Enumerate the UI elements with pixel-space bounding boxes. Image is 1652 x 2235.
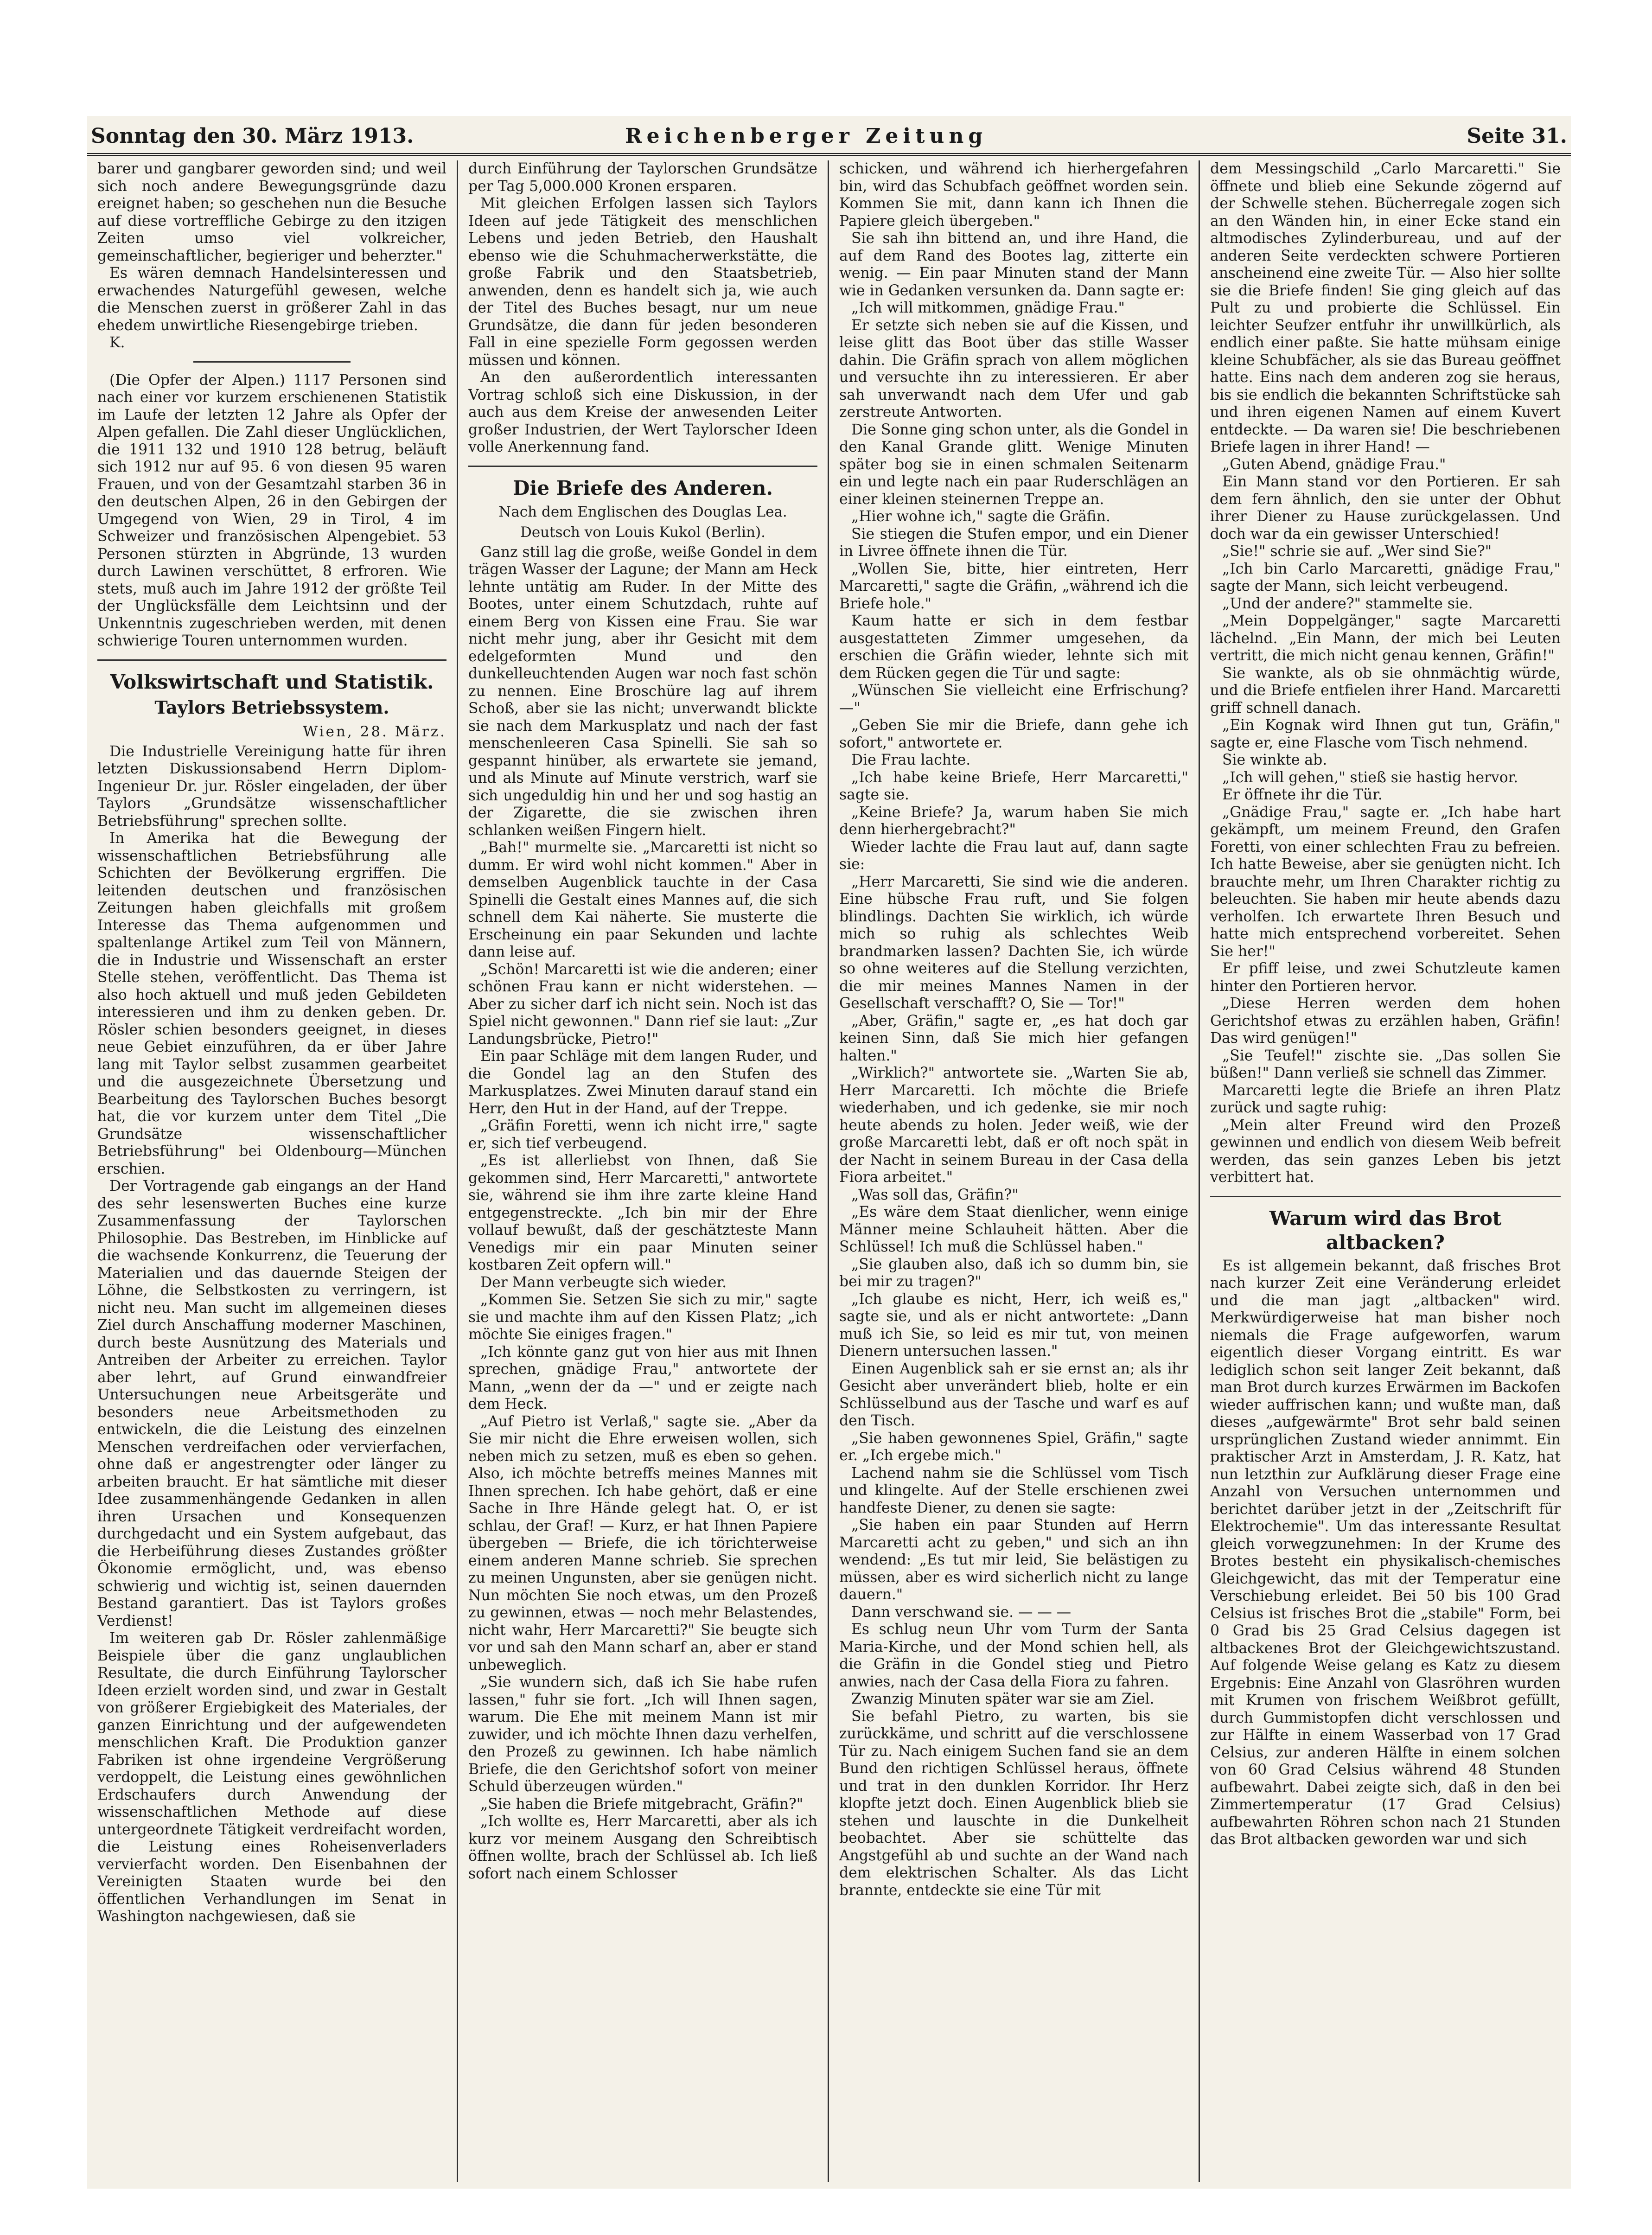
paragraph: Im weiteren gab Dr. Rösler zahlenmäßige Beispiele über die ganz unglaublichen Resultate, die durch Einführung Taylorscher Ideen erzielt worden sind, und zwar in Gestalt von größerer Ergiebigkeit des Materiales, der ganzen Einrichtung und der aufgewendeten menschlichen Kraft. Die Produktion ganzer Fabriken ist ohne irgendeine Vergrößerung verdoppelt, die Leistung eines gewöhnlichen Erdschaufers durch Anwendung der wissenschaftlichen Methode auf diese untergeordnete Tätigkeit verdreifacht worden, die Leistung eines Roheisenverladers vervierfacht worden. Den Eisenbahnen der Vereinigten Staaten wurde bei den öffentlichen Verhandlungen im Senat in Washington nachgewiesen, daß sie bbox=[97, 1630, 446, 1925]
author-signature: K. bbox=[109, 334, 125, 351]
paragraph: Ein Mann stand vor den Portieren. Er sah dem fern ähnlich, den sie unter der Obhut ihrer Diener zu Hause zurückgelassen. Und doch war da ein gewisser Unterschied! bbox=[1210, 473, 1561, 543]
paragraph: Es schlug neun Uhr vom Turm der Santa Maria-Kirche, und der Mond schien hell, als die Gräfin in die Gondel stieg und Pietro anwies, nach der Casa della Fiora zu fahren. bbox=[839, 1621, 1188, 1690]
paragraph: „Keine Briefe? Ja, warum haben Sie mich denn hierhergebracht?" bbox=[839, 804, 1188, 838]
paragraph: „Gräfin Foretti, wenn ich nicht irre," sagte er, sich tief verbeugend. bbox=[468, 1118, 817, 1152]
newspaper-title: Reichenberger Zeitung bbox=[625, 124, 988, 148]
paragraph: „Mein Doppelgänger," sagte Marcaretti lächelnd. „Ein Mann, der mich bei Leuten vertritt, die mich nicht genau kennen, Gräfin!" bbox=[1210, 613, 1561, 664]
paragraph: An den außerordentlich interessanten Vortrag schloß sich eine Diskussion, in der auch aus dem Kreise der anwesenden Leiter großer Industrien, der Wert Taylorscher Ideen volle Anerkennung fand. bbox=[468, 369, 817, 455]
paragraph: „Ich will mitkommen, gnädige Frau." bbox=[851, 300, 1125, 316]
paragraph: „Guten Abend, gnädige Frau." bbox=[1222, 456, 1446, 473]
dateline: Wien, 28. März. bbox=[303, 723, 446, 740]
paragraph: Er setzte sich neben sie auf die Kissen, und leise glitt das Boot über das stille Wasser dahin. Die Gräfin sprach von allem möglichen und versuchte ihn zu interessieren. Er aber sah unverwandt nach dem Ufer und gab zerstreute Antworten. bbox=[839, 317, 1188, 421]
paragraph: „Ich will gehen," stieß sie hastig hervor. bbox=[1222, 769, 1518, 786]
paragraph: Sie winkte ab. bbox=[1222, 752, 1327, 768]
columns bbox=[87, 160, 1571, 2182]
page-number: Seite 31. bbox=[1467, 124, 1567, 148]
paragraph: Die Sonne ging schon unter, als die Gondel in den Kanal Grande glitt. Wenige Minuten später bog sie in einen schmalen Seitenarm ein und legte nach ein paar Ruderschlägen an einer kleinen steinernen Treppe an. bbox=[839, 421, 1188, 508]
paragraph: Ein paar Schläge mit dem langen Ruder, und die Gondel lag an den Stufen des Markusplatzes. Zwei Minuten darauf stand ein Herr, den Hut in der Hand, auf der Treppe. bbox=[468, 1048, 817, 1117]
paragraph: „Diese Herren werden dem hohen Gerichtshof etwas zu erzählen haben, Gräfin! Das wird genügen!" bbox=[1210, 995, 1561, 1047]
paragraph: „Sie!" schrie sie auf. „Wer sind Sie?" bbox=[1222, 543, 1492, 560]
paragraph: „Sie haben die Briefe mitgebracht, Gräfin?" bbox=[480, 1795, 804, 1813]
paragraph: „Ich könnte ganz gut von hier aus mit Ihnen sprechen, gnädige Frau," antwortete der Mann, „wenn der da —" und er zeigte nach dem Heck. bbox=[468, 1343, 817, 1412]
byline-translator: Deutsch von Louis Kukol (Berlin). bbox=[520, 524, 766, 541]
paragraph: Sie stiegen die Stufen empor, und ein Diener in Livree öffnete ihnen die Tür. bbox=[839, 525, 1188, 560]
paragraph: Der Vortragende gab eingangs an der Hand des sehr lesenswerten Buches eine kurze Zusammenfassung der Taylorschen Philosophie. Das Bestreben, im Hinblicke auf die wachsende Konkurrenz, die Teuerung der Materialien und das dauernde Steigen der Löhne, die Selbstkosten zu verringern, ist nicht neu. Man sucht im allgemeinen dieses Ziel durch Anschaffung moderner Maschinen, durch beste Ausnützung des Materials und Antreiben der Arbeiter zu erreichen. Taylor aber lehrt, auf Grund einwandfreier Untersuchungen neue Arbeitsgeräte und besonders neue Arbeitsmethoden zu entwickeln, die die Leistung des einzelnen Menschen verdreifachen oder vervierfachen, ohne daß er angestrengter oder länger zu arbeiten braucht. Er hat sämtliche mit dieser Idee zusammenhängende Gedanken in allen ihren Ursachen und Konsequenzen durchgedacht und ein System aufgebaut, das die Herbeiführung dieses Zustandes größter Ökonomie ermöglicht, und, was ebenso schwierig und wichtig ist, seinen dauernden Bestand garantiert. Das ist Taylors großes Verdienst! bbox=[97, 1178, 446, 1629]
paragraph: „Ein Kognak wird Ihnen gut tun, Gräfin," sagte er, eine Flasche vom Tisch nehmend. bbox=[1210, 717, 1561, 751]
newspaper-page bbox=[87, 116, 1571, 2189]
paragraph: „Gnädige Frau," sagte er. „Ich habe hart gekämpft, um meinem Freund, den Grafen Foretti, von einer schlechten Frau zu befreien. Ich hatte Beweise, aber sie genügten nicht. Ich brauchte mehr, um Ihren Charakter richtig zu beleuchten. Sie haben mir heute abends dazu verholfen. Ich erwartete Ihren Besuch und hatte mich entsprechend vorbereitet. Sehen Sie her!" bbox=[1210, 804, 1561, 960]
paragraph: „Hier wohne ich," sagte die Gräfin. bbox=[851, 508, 1110, 525]
paragraph: dem Messingschild „Carlo Marcaretti." Sie öffnete und blieb eine Sekunde zögernd auf der Schwelle stehen. Bücherregale zogen sich an den Wänden hin, in einer Ecke stand ein altmodisches Zylinderbureau, und auf der anderen Seite verdeckten schwere Portieren anscheinend eine zweite Tür. — Also hier sollte sie die Briefe finden! Sie ging gleich auf das Pult zu und probierte die Schlüssel. Ein leichter Seufzer entfuhr ihr unwillkürlich, als endlich einer paßte. Sie hatte mühsam einige kleine Schubfächer, als sie das Bureau geöffnet hatte. Eins nach dem anderen zog sie heraus, bis sie endlich die bekannten Schriftstücke sah und ihren eigenen Namen auf einem Kuvert entdeckte. — Da waren sie! Die beschriebenen Briefe lagen in ihrer Hand! — bbox=[1210, 160, 1561, 455]
paragraph: Einen Augenblick sah er sie ernst an; als ihr Gesicht aber unverändert blieb, holte er ein Schlüsselbund aus der Tasche und warf es auf den Tisch. bbox=[839, 1360, 1188, 1429]
story-title: Die Briefe des Anderen. bbox=[512, 476, 773, 499]
paragraph: Es ist allgemein bekannt, daß frisches Brot nach kurzer Zeit eine Veränderung erleidet und die man jagt „altbacken" wird. Merkwürdigerweise hat man bisher noch niemals die Frage aufgeworfen, warum eigentlich dieser Vorgang eintritt. Es war lediglich schon seit langer Zeit bekannt, daß man Brot durch kurzes Erwärmen im Backofen wieder auffrischen kann; und wußte man, daß dieses „aufgewärmte" Brot sehr bald seinen ursprünglichen Zustand wieder annimmt. Ein praktischer Arzt in Amsterdam, J. R. Katz, hat nun letzthin zur Aufklärung dieser Frage eine Anzahl von Versuchen unternommen und berichtet darüber jetzt in der „Zeitschrift für Elektrochemie". Um das interessante Resultat gleich vorwegzunehmen: In der Krume des Brotes besteht ein physikalisch-chemisches Gleichgewicht, das mit der Temperatur eine Verschiebung erleidet. Bei 50 bis 100 Grad Celsius ist frisches Brot die „stabile" Form, bei 0 Grad bis 25 Grad Celsius dagegen ist altbackenes Brot der Gleichgewichtszustand. Auf folgende Weise gelang es Katz zu diesem Ergebnis: Eine Anzahl von Glasröhren wurden mit Krumen von frischem Weißbrot gefüllt, durch Gummistopfen dicht verschlossen und zur Hälfte in einem Wasserbad von 17 Grad Celsius, zur anderen Hälfte in einem solchen von 60 Grad Celsius während 48 Stunden aufbewahrt. Dabei zeigte sich, daß in den bei Zimmertemperatur (17 Grad Celsius) aufbewahrten Röhren schon nach 21 Stunden das Brot altbacken geworden war und sich bbox=[1210, 1257, 1561, 1848]
paragraph: Kaum hatte er sich in dem festbar ausgestatteten Zimmer umgesehen, da erschien die Gräfin wieder, lehnte sich mit dem Rücken gegen die Tür und sagte: bbox=[839, 613, 1188, 682]
paragraph: „Sie wundern sich, daß ich Sie habe rufen lassen," fuhr sie fort. „Ich will Ihnen sagen, warum. Die Ehe mit meinem Mann ist mir zuwider, und ich möchte Ihnen dazu verhelfen, den Prozeß zu gewinnen. Ich habe nämlich Briefe, die den Gerichtshof sofort von meiner Schuld überzeugen würden." bbox=[468, 1674, 817, 1795]
paragraph: „Sie Teufel!" zischte sie. „Das sollen Sie büßen!" Dann verließ sie schnell das Zimmer. bbox=[1210, 1047, 1561, 1081]
column-4 bbox=[1200, 160, 1571, 2182]
section-heading: Volkswirtschaft und Statistik. bbox=[110, 670, 434, 693]
paragraph: „Es ist allerliebst von Ihnen, daß Sie gekommen sind, Herr Marcaretti," antwortete sie, während sie ihm ihre zarte kleine Hand entgegenstreckte. „Ich bin mir der Ehre vollauf bewußt, daß der geschätzteste Mann Venedigs mir ein paar Minuten seiner kostbaren Zeit opfern will." bbox=[468, 1152, 817, 1273]
paragraph: Der Mann verbeugte sich wieder. bbox=[480, 1274, 727, 1291]
paragraph: „Wollen Sie, bitte, hier eintreten, Herr Marcaretti," sagte die Gräfin, „während ich die Briefe hole." bbox=[839, 560, 1188, 612]
paragraph: durch Einführung der Taylorschen Grundsätze per Tag 5,000.000 Kronen ersparen. bbox=[468, 160, 817, 195]
paragraph: „Mein alter Freund wird den Prozeß gewinnen und endlich von diesem Weib befreit werden, das sein ganzes Leben bis jetzt verbittert hat. bbox=[1210, 1117, 1561, 1186]
paragraph: In Amerika hat die Bewegung der wissenschaftlichen Betriebsführung alle Schichten der Bevölkerung ergriffen. Die leitenden deutschen und französischen Zeitungen haben gleichfalls mit großem Interesse das Thema aufgenommen und spaltenlange Artikel zum Teil von Männern, die in Industrie und Wissenschaft an erster Stelle stehen, veröffentlicht. Das Thema ist also hoch aktuell und muß jeden Gebildeten interessieren und ihm zu denken geben. Dr. Rösler schien besonders geeignet, in dieses neue Gebiet einzuführen, da er über Jahre lang mit Taylor selbst zusammen gearbeitet und die ausgezeichnete Übersetzung und Bearbeitung des Taylorschen Buches besorgt hat, die vor kurzem unter dem Titel „Die Grundsätze wissenschaftlicher Betriebsführung" bei Oldenbourg—München erschien. bbox=[97, 830, 446, 1177]
paragraph: Sie sah ihn bittend an, und ihre Hand, die auf dem Rand des Bootes lag, zitterte ein wenig. — Ein paar Minuten stand der Mann wie in Gedanken versunken da. Dann sagte er: bbox=[839, 230, 1188, 299]
paragraph: „Was soll das, Gräfin?" bbox=[851, 1186, 1019, 1203]
column-1 bbox=[87, 160, 458, 2182]
paragraph: „Schön! Marcaretti ist wie die anderen; einer schönen Frau kann er nicht widerstehen. — Aber zu sicher darf ich nicht sein. Noch ist das Spiel nicht gewonnen." Dann rief sie laut: „Zur Landungsbrücke, Pietro!" bbox=[468, 961, 817, 1047]
paragraph: „Aber, Gräfin," sagte er, „es hat doch gar keinen Sinn, daß Sie mich hier gefangen halten." bbox=[839, 1012, 1188, 1064]
paragraph: „Herr Marcaretti, Sie sind wie die anderen. Eine hübsche Frau ruft, und Sie folgen blindlings. Dachten Sie wirklich, ich würde mich so ruhig als schlechtes Weib brandmarken lassen? Dachten Sie, ich würde so ohne weiteres auf die Stellung verzichten, die mir meines Mannes Namen in der Gesellschaft verschafft? O, Sie — Tor!" bbox=[839, 873, 1188, 1012]
paragraph: barer und gangbarer geworden sind; und weil sich noch andere Bewegungsgründe dazu ereignet haben; so geschehen nun die Besuche auf diese vortreffliche Gebirge zu den itzigen Zeiten umso viel volkreicher, gemeinschaftlicher, begieriger und beherzter." bbox=[97, 160, 446, 264]
paragraph: „Und der andere?" stammelte sie. bbox=[1222, 595, 1473, 612]
paragraph: Dann verschwand sie. — — — bbox=[851, 1603, 1072, 1621]
column-2 bbox=[458, 160, 829, 2182]
paragraph: Wieder lachte die Frau laut auf, dann sagte sie: bbox=[839, 838, 1188, 873]
paragraph: „Bah!" murmelte sie. „Marcaretti ist nicht so dumm. Er wird wohl nicht kommen." Aber in demselben Augenblick tauchte in der Casa Spinelli die Gestalt eines Mannes auf, die sich schnell dem Kai näherte. Sie musterte die Erscheinung ein paar Sekunden und lachte dann leise auf. bbox=[468, 839, 817, 960]
paragraph: Sie wankte, als ob sie ohnmächtig würde, und die Briefe entfielen ihrer Hand. Marcaretti griff schnell danach. bbox=[1210, 664, 1561, 716]
paragraph: „Sie haben ein paar Stunden auf Herrn Marcaretti acht zu geben," und sich an ihn wendend: „Es tut mir leid, Sie belästigen zu müssen, aber es wird sicherlich nicht zu lange dauern." bbox=[839, 1517, 1188, 1603]
column-3 bbox=[829, 160, 1200, 2182]
paragraph: Zwanzig Minuten später war sie am Ziel. bbox=[851, 1691, 1154, 1707]
news-item-alpine-victims: (Die Opfer der Alpen.) 1117 Personen sind nach einer vor kurzem erschienenen Statistik im Laufe der letzten 12 Jahre als Opfer der Alpen gefallen. Die Zahl dieser Unglücklichen, die 1911 132 und 1910 128 betrug, beläuft sich 1912 nur auf 95. 6 von diesen 95 waren Frauen, und von der Gesamtzahl starben 36 in den deutschen Alpen, 26 in den Gebirgen der Umgegend von Wien, 29 in Tirol, 4 im Schweizer und französischen Alpengebiet. 53 Personen stürzten in Abgründe, 13 wurden durch Lawinen verschüttet, 8 erfroren. Wie stets, muß auch im Jahre 1912 der größte Teil der Unglücksfälle dem Leichtsinn und der Unkenntnis zugeschrieben werden, mit denen schwierige Touren unternommen wurden. bbox=[97, 371, 446, 649]
paragraph: „Wünschen Sie vielleicht eine Erfrischung? —" bbox=[839, 682, 1188, 716]
divider bbox=[468, 466, 817, 467]
byline-source: Nach dem Englischen des Douglas Lea. bbox=[498, 503, 787, 520]
paragraph: Die Industrielle Vereinigung hatte für ihren letzten Diskussionsabend Herrn Diplom-Ingenieur Dr. jur. Rösler eingeladen, der über Taylors „Grundsätze wissenschaftlicher Betriebsführung" sprechen sollte. bbox=[97, 743, 446, 830]
page-header bbox=[87, 121, 1571, 156]
header-date: Sonntag den 30. März 1913. bbox=[91, 124, 414, 148]
paragraph: Ganz still lag die große, weiße Gondel in dem trägen Wasser der Lagune; der Mann am Heck lehnte untätig am Ruder. In der Mitte des Bootes, unter einem Schutzdach, ruhte auf einem Berg von Kissen eine Frau. Sie war nicht mehr jung, aber ihr Gesicht mit dem edelgeformten Mund und den dunkelleuchtenden Augen war noch fast schön zu nennen. Eine Broschüre lag auf ihrem Schoß, aber sie las nicht; unverwandt blickte sie nach dem Markusplatz und nach der fast menschenleeren Casa Spinelli. Sie sah so gespannt hinüber, als erwartete sie jemand, und als Minute auf Minute verstrich, warf sie sich ungeduldig hin und her und sog hastig an der Zigarette, die sie zwischen ihren schlanken weißen Fingern hielt. bbox=[468, 543, 817, 839]
paragraph: „Ich glaube es nicht, Herr, ich weiß es," sagte sie, und als er nicht antwortete: „Dann muß ich Sie, so leid es mir tut, von meinen Dienern untersuchen lassen." bbox=[839, 1290, 1188, 1360]
paragraph: Er öffnete ihr die Tür. bbox=[1222, 786, 1383, 803]
paragraph: „Ich bin Carlo Marcaretti, gnädige Frau," sagte der Mann, sich leicht verbeugend. bbox=[1210, 560, 1561, 594]
paragraph: „Kommen Sie. Setzen Sie sich zu mir," sagte sie und machte ihm auf den Kissen Platz; „ich möchte Sie einiges fragen." bbox=[468, 1291, 817, 1343]
article-title: Taylors Betriebssystem. bbox=[154, 696, 389, 718]
article-title: Warum wird das Brot altbacken? bbox=[1269, 1207, 1502, 1254]
paragraph: Lachend nahm sie die Schlüssel vom Tisch und klingelte. Auf der Stelle erschienen zwei handfeste Diener, zu denen sie sagte: bbox=[839, 1464, 1188, 1516]
paragraph: Er pfiff leise, und zwei Schutzleute kamen hinter den Portieren hervor. bbox=[1210, 960, 1561, 995]
paragraph: „Es wäre dem Staat dienlicher, wenn einige Männer meine Schlauheit hätten. Aber die Schlüssel! Ich muß die Schlüssel haben." bbox=[839, 1204, 1188, 1255]
paragraph: „Ich habe keine Briefe, Herr Marcaretti," sagte sie. bbox=[839, 769, 1188, 803]
paragraph: Sie befahl Pietro, zu warten, bis sie zurückkäme, und schritt auf die verschlossene Tür zu. Nach einigem Suchen fand sie an dem Bund den richtigen Schlüssel heraus, öffnete und trat in den dunklen Korridor. Ihr Herz klopfte jetzt doch. Einen Augenblick blieb sie stehen und lauschte in die Dunkelheit beobachtet. Aber sie schüttelte das Angstgefühl ab und suchte an der Wand nach dem elektrischen Schalter. Als das Licht brannte, entdeckte sie eine Tür mit bbox=[839, 1708, 1188, 1899]
paragraph: „Sie glauben also, daß ich so dumm bin, sie bei mir zu tragen?" bbox=[839, 1256, 1188, 1290]
paragraph: schicken, und während ich hierhergefahren bin, wird das Schubfach geöffnet worden sein. Kommen Sie mit, dann kann ich Ihnen die Papiere gleich übergeben." bbox=[839, 160, 1188, 230]
paragraph: Die Frau lachte. bbox=[851, 752, 971, 768]
divider bbox=[97, 659, 446, 661]
paragraph: „Geben Sie mir die Briefe, dann gehe ich sofort," antwortete er. bbox=[839, 717, 1188, 751]
paragraph: „Sie haben gewonnenes Spiel, Gräfin," sagte er. „Ich ergebe mich." bbox=[839, 1430, 1188, 1464]
paragraph: Marcaretti legte die Briefe an ihren Platz zurück und sagte ruhig: bbox=[1210, 1082, 1561, 1116]
paragraph: „Ich wollte es, Herr Marcaretti, aber als ich kurz vor meinem Ausgang den Schreibtisch öffnen wollte, brach der Schlüssel ab. Ich ließ sofort nach einem Schlosser bbox=[468, 1813, 817, 1882]
paragraph: „Auf Pietro ist Verlaß," sagte sie. „Aber da Sie mir nicht die Ehre erweisen wollen, sich neben mich zu setzen, muß es eben so gehen. Also, ich möchte betreffs meines Mannes mit Ihnen sprechen. Ich habe gehört, daß er eine Sache in Ihre Hände gelegt hat. O, er ist schlau, der Graf! — Kurz, er hat Ihnen Papiere übergeben — Briefe, die ich törichterweise einem anderen Manne schrieb. Sie sprechen zu meinen Ungunsten, aber sie genügen nicht. Nun möchten Sie noch etwas, um den Prozeß zu gewinnen, etwas — noch mehr Belastendes, nicht wahr, Herr Marcaretti?" Sie beugte sich vor und sah den Mann scharf an, aber er stand unbeweglich. bbox=[468, 1413, 817, 1673]
paragraph: Mit gleichen Erfolgen lassen sich Taylors Ideen auf jede Tätigkeit des menschlichen Lebens und jeden Betrieb, den Haushalt ebenso wie die Schuhmacherwerkstätte, die große Fabrik und den Staatsbetrieb, anwenden, denn es handelt sich ja, wie auch der Titel des Buches besagt, nur um neue Grundsätze, die dann für jeden besonderen Fall in eine spezielle Form gegossen werden müssen und können. bbox=[468, 195, 817, 369]
paragraph: Es wären demnach Handelsinteressen und erwachendes Naturgefühl gewesen, welche die Menschen zuerst in größerer Zahl in das ehedem unwirtliche Riesengebirge trieben. bbox=[97, 265, 446, 334]
paragraph: „Wirklich?" antwortete sie. „Warten Sie ab, Herr Marcaretti. Ich möchte die Briefe wiederhaben, und ich gedenke, sie mir noch heute abends zu holen. Jeder weiß, wie der große Marcaretti lebt, daß er oft noch spät in der Nacht in seinem Bureau in der Casa della Fiora arbeitet." bbox=[839, 1065, 1188, 1186]
divider bbox=[1210, 1196, 1561, 1197]
divider bbox=[193, 361, 351, 363]
